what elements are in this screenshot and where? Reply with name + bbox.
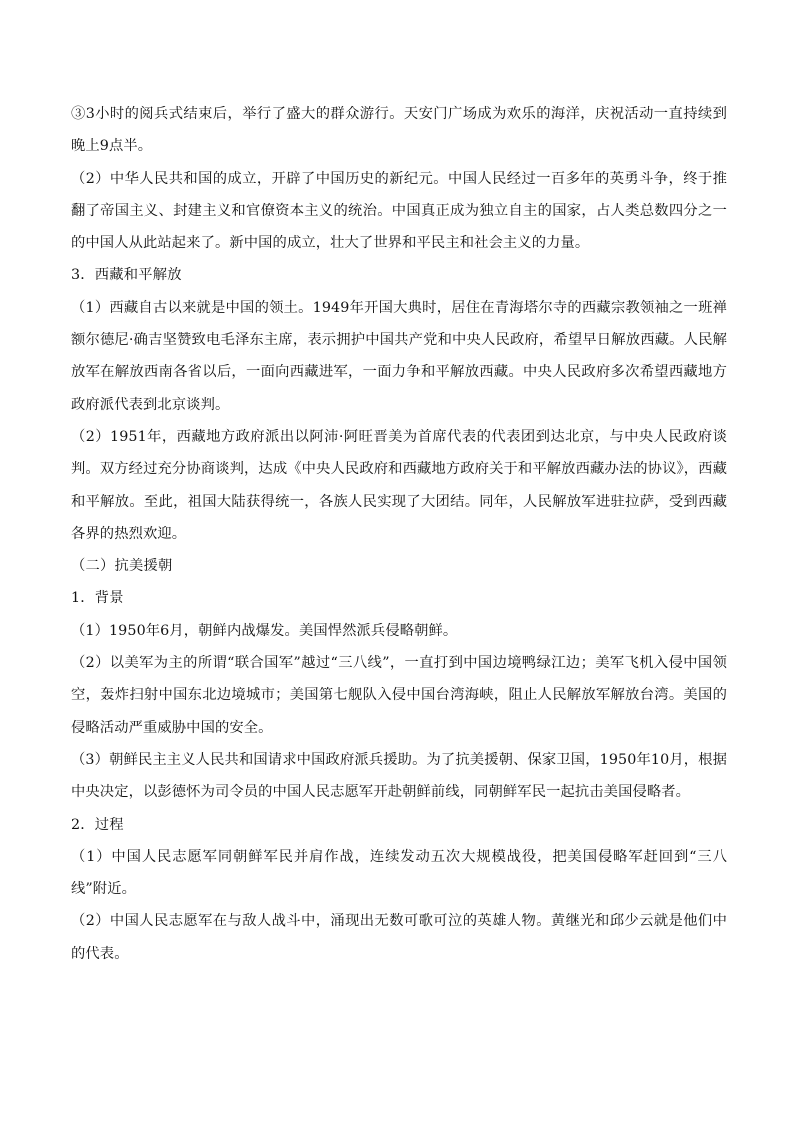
paragraph-un-forces: （2）以美军为主的所谓“联合国军”越过“三八线”，一直打到中国边境鸭绿江边；美军飞机入侵中国领空，轰炸扫射中国东北边境城市；美国第七舰队入侵中国台湾海峡，阻止人民解放军解放台湾。美国的侵略活动严重威胁中国的安全。 <box>71 655 727 736</box>
paragraph-prc-significance: （2）中华人民共和国的成立，开辟了中国历史的新纪元。中国人民经过一百多年的英勇斗争，终于推翻了帝国主义、封建主义和官僚资本主义的统治。中国真正成为独立自主的国家，占人类总数四分之一的中国人从此站起来了。新中国的成立，壮大了世界和平民主和社会主义的力量。 <box>71 170 727 252</box>
paragraph-tibet-territory: （1）西藏自古以来就是中国的领土。1949年开国大典时，居住在青海塔尔寺的西藏宗教领袖之一班禅额尔德尼·确吉坚赞致电毛泽东主席，表示拥护中国共产党和中央人民政府，希望早日解放西藏。人民解放军在解放西南各省以后，一面向西藏进军，一面力争和平解放西藏。中央人民政府多次希望西藏地方政府派代表到北京谈判。 <box>71 299 727 413</box>
paragraph-korean-war-outbreak: （1）1950年6月，朝鲜内战爆发。美国悍然派兵侵略朝鲜。 <box>71 622 458 639</box>
heading-resist-us-aid-korea: （二）抗美援朝 <box>71 558 173 575</box>
heading-background: 1．背景 <box>71 590 124 607</box>
paragraph-five-campaigns: （1）中国人民志愿军同朝鲜军民并肩作战，连续发动五次大规模战役，把美国侵略军赶回到“三八线”附近。 <box>71 848 727 898</box>
paragraph-heroes: （2）中国人民志愿军在与敌人战斗中，涌现出无数可歌可泣的英雄人物。黄继光和邱少云就是他们中的代表。 <box>71 913 727 962</box>
heading-tibet-liberation: 3．西藏和平解放 <box>71 267 182 284</box>
document-body <box>71 98 727 970</box>
paragraph-tibet-agreement: （2）1951年，西藏地方政府派出以阿沛·阿旺晋美为首席代表的代表团到达北京，与中央人民政府谈判。双方经过充分协商谈判，达成《中央人民政府和西藏地方政府关于和平解放西藏办法的协议》，西藏和平解放。至此，祖国大陆获得统一，各族人民实现了大团结。同年，人民解放军进驻拉萨，受到西藏各界的热烈欢迎。 <box>71 428 727 542</box>
heading-process: 2．过程 <box>71 816 124 833</box>
paragraph-parade-end: ③3小时的阅兵式结束后，举行了盛大的群众游行。天安门广场成为欢乐的海洋，庆祝活动一直持续到晚上9点半。 <box>71 106 727 155</box>
paragraph-volunteer-army: （3）朝鲜民主主义人民共和国请求中国政府派兵援助。为了抗美援朝、保家卫国，1950年10月，根据中央决定，以彭德怀为司令员的中国人民志愿军开赴朝鲜前线，同朝鲜军民一起抗击美国侵略者。 <box>71 751 727 801</box>
